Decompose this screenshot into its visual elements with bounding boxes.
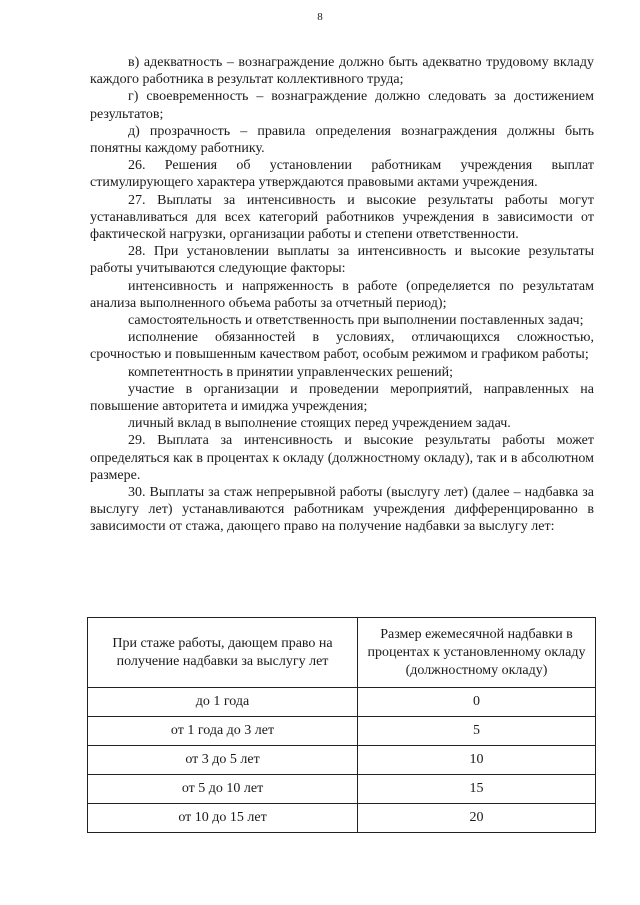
paragraph: г) своевременность – вознаграждение должно следовать за достижением результатов; <box>90 89 594 122</box>
body-text <box>90 54 594 536</box>
paragraph: личный вклад в выполнение стоящих перед учреждением задач. <box>128 416 511 432</box>
paragraph: в) адекватность – вознаграждение должно быть адекватно трудовому вкладу каждого работника в результат коллективного труда; <box>90 55 594 88</box>
paragraph: самостоятельность и ответственность при выполнении поставленных задач; <box>128 313 584 329</box>
table-row <box>88 746 596 775</box>
paragraph: 28. При установлении выплаты за интенсивность и высокие результаты работы учитываются следующие факторы: <box>90 244 594 277</box>
column-header-seniority: При стаже работы, дающем право на получение надбавки за выслугу лет <box>88 618 358 688</box>
table-cell-seniority: от 10 до 15 лет <box>88 804 358 833</box>
table-cell-bonus-percent: 10 <box>358 746 596 775</box>
table-cell-seniority: до 1 года <box>88 688 358 717</box>
table-cell-bonus-percent: 0 <box>358 688 596 717</box>
seniority-bonus-table <box>87 617 596 833</box>
table-row <box>88 717 596 746</box>
table-cell-bonus-percent: 15 <box>358 775 596 804</box>
column-header-bonus-percent: Размер ежемесячной надбавки в процентах к установленному окладу (должностному окладу) <box>358 618 596 688</box>
paragraph: 30. Выплаты за стаж непрерывной работы (выслугу лет) (далее – надбавка за выслугу лет) устанавливаются работникам учреждения дифференцированно в зависимости от стажа, дающего право на получение надбавки за выслугу лет: <box>90 485 594 535</box>
table-row <box>88 775 596 804</box>
paragraph: компетентность в принятии управленческих решений; <box>128 364 454 380</box>
paragraph: 27. Выплаты за интенсивность и высокие результаты работы могут устанавливаться для всех категорий работников учреждения в зависимости от фактической нагрузки, организации работы и степени ответственности. <box>90 192 594 243</box>
paragraph: участие в организации и проведении мероприятий, направленных на повышение авторитета и имиджа учреждения; <box>90 381 594 415</box>
table-row <box>88 804 596 833</box>
paragraph: д) прозрачность – правила определения вознаграждения должны быть понятны каждому работнику. <box>90 123 594 157</box>
table-cell-bonus-percent: 20 <box>358 804 596 833</box>
page-number: 8 <box>317 11 323 23</box>
paragraph: исполнение обязанностей в условиях, отличающихся сложностью, срочностью и повышенным качеством работ, особым режимом и графиком работы; <box>90 330 594 363</box>
paragraph: 26. Решения об установлении работникам учреждения выплат стимулирующего характера утверждаются правовыми актами учреждения. <box>90 158 594 191</box>
paragraph: интенсивность и напряженность в работе (определяется по результатам анализа выполненного объема работы за отчетный период); <box>90 278 594 311</box>
table-row <box>88 688 596 717</box>
table-cell-bonus-percent: 5 <box>358 717 596 746</box>
paragraph: 29. Выплата за интенсивность и высокие результаты работы может определяться как в процентах к окладу (должностному окладу), так и в абсолютном размере. <box>90 433 594 483</box>
table-cell-seniority: от 1 года до 3 лет <box>88 717 358 746</box>
table-cell-seniority: от 5 до 10 лет <box>88 775 358 804</box>
table-header-row <box>88 618 596 688</box>
table-cell-seniority: от 3 до 5 лет <box>88 746 358 775</box>
